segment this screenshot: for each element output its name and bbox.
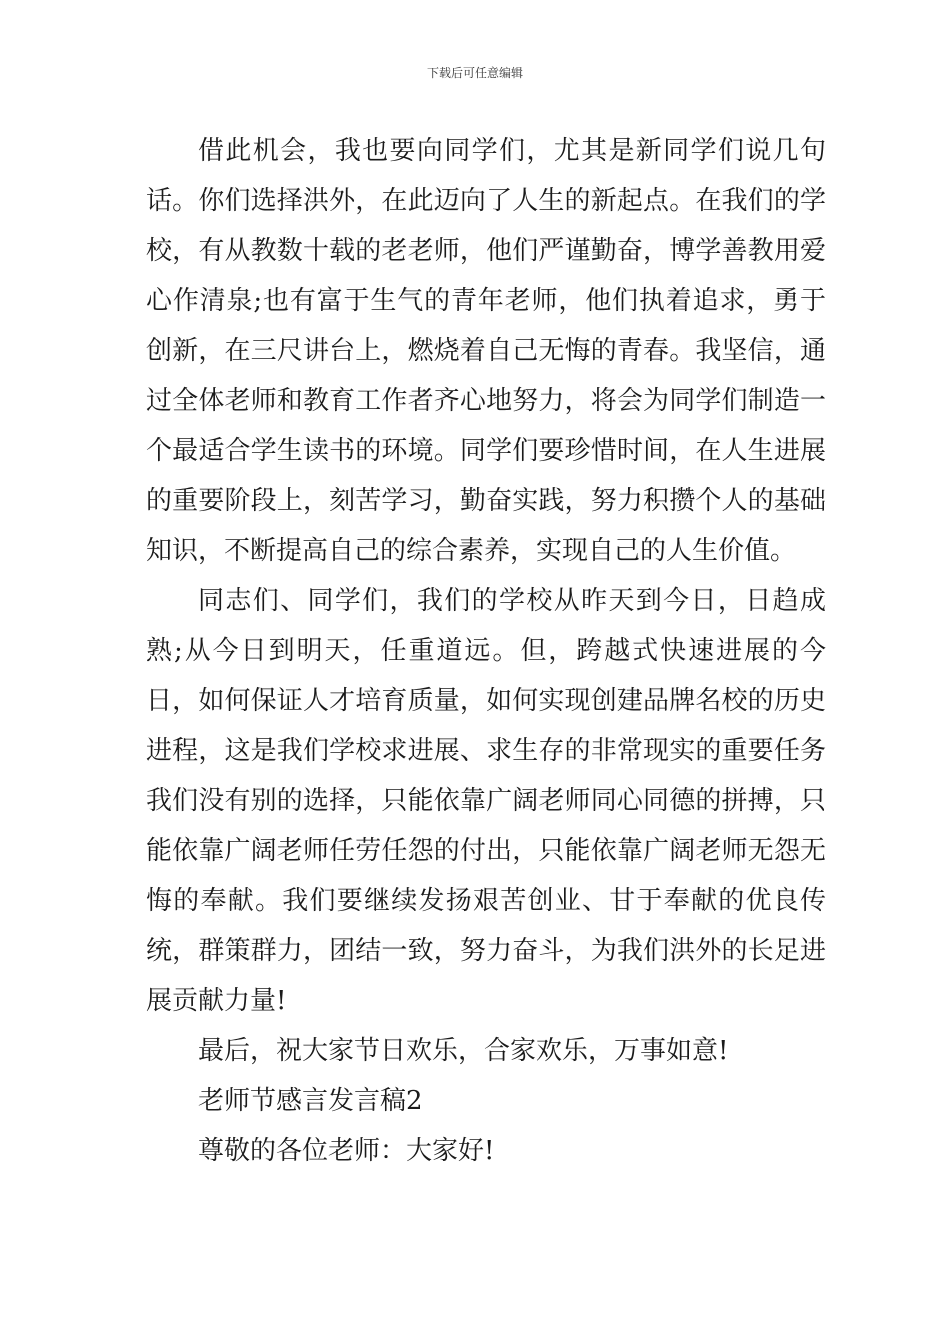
section-title: 老师节感言发言稿2 xyxy=(198,1086,423,1116)
paragraph-2: 同志们、同学们，我们的学校从昨天到今日，日趋成熟;从今日到明天，任重道远。但，跨越式快速进展的今日，如何保证人才培育质量，如何实现创建品牌名校的历史进程，这是我们学校求进展、求生存的非常现实的重要任务我们没有别的选择，只能依靠广阔老师同心同德的拼搏，只能依靠广阔老师任劳任怨的付出，只能依靠广阔老师无怨无悔的奉献。我们要继续发扬艰苦创业、甘于奉献的优良传统，群策群力，团结一致，努力奋斗，为我们洪外的长足进展贡献力量! xyxy=(146,586,826,1016)
greeting-line: 尊敬的各位老师：大家好! xyxy=(198,1136,495,1166)
closing-line: 最后，祝大家节日欢乐，合家欢乐，万事如意! xyxy=(198,1036,729,1066)
document-body xyxy=(146,126,826,1176)
paragraph-1: 借此机会，我也要向同学们，尤其是新同学们说几句话。你们选择洪外，在此迈向了人生的新起点。在我们的学校，有从教数十载的老老师，他们严谨勤奋，博学善教用爱心作清泉;也有富于生气的青年老师，他们执着追求，勇于创新，在三尺讲台上，燃烧着自己无悔的青春。我坚信，通过全体老师和教育工作者齐心地努力，将会为同学们制造一个最适合学生读书的环境。同学们要珍惜时间，在人生进展的重要阶段上，刻苦学习，勤奋实践，努力积攒个人的基础知识，不断提高自己的综合素养，实现自己的人生价值。 xyxy=(146,136,826,566)
page-header: 下载后可任意编辑 xyxy=(426,66,523,80)
